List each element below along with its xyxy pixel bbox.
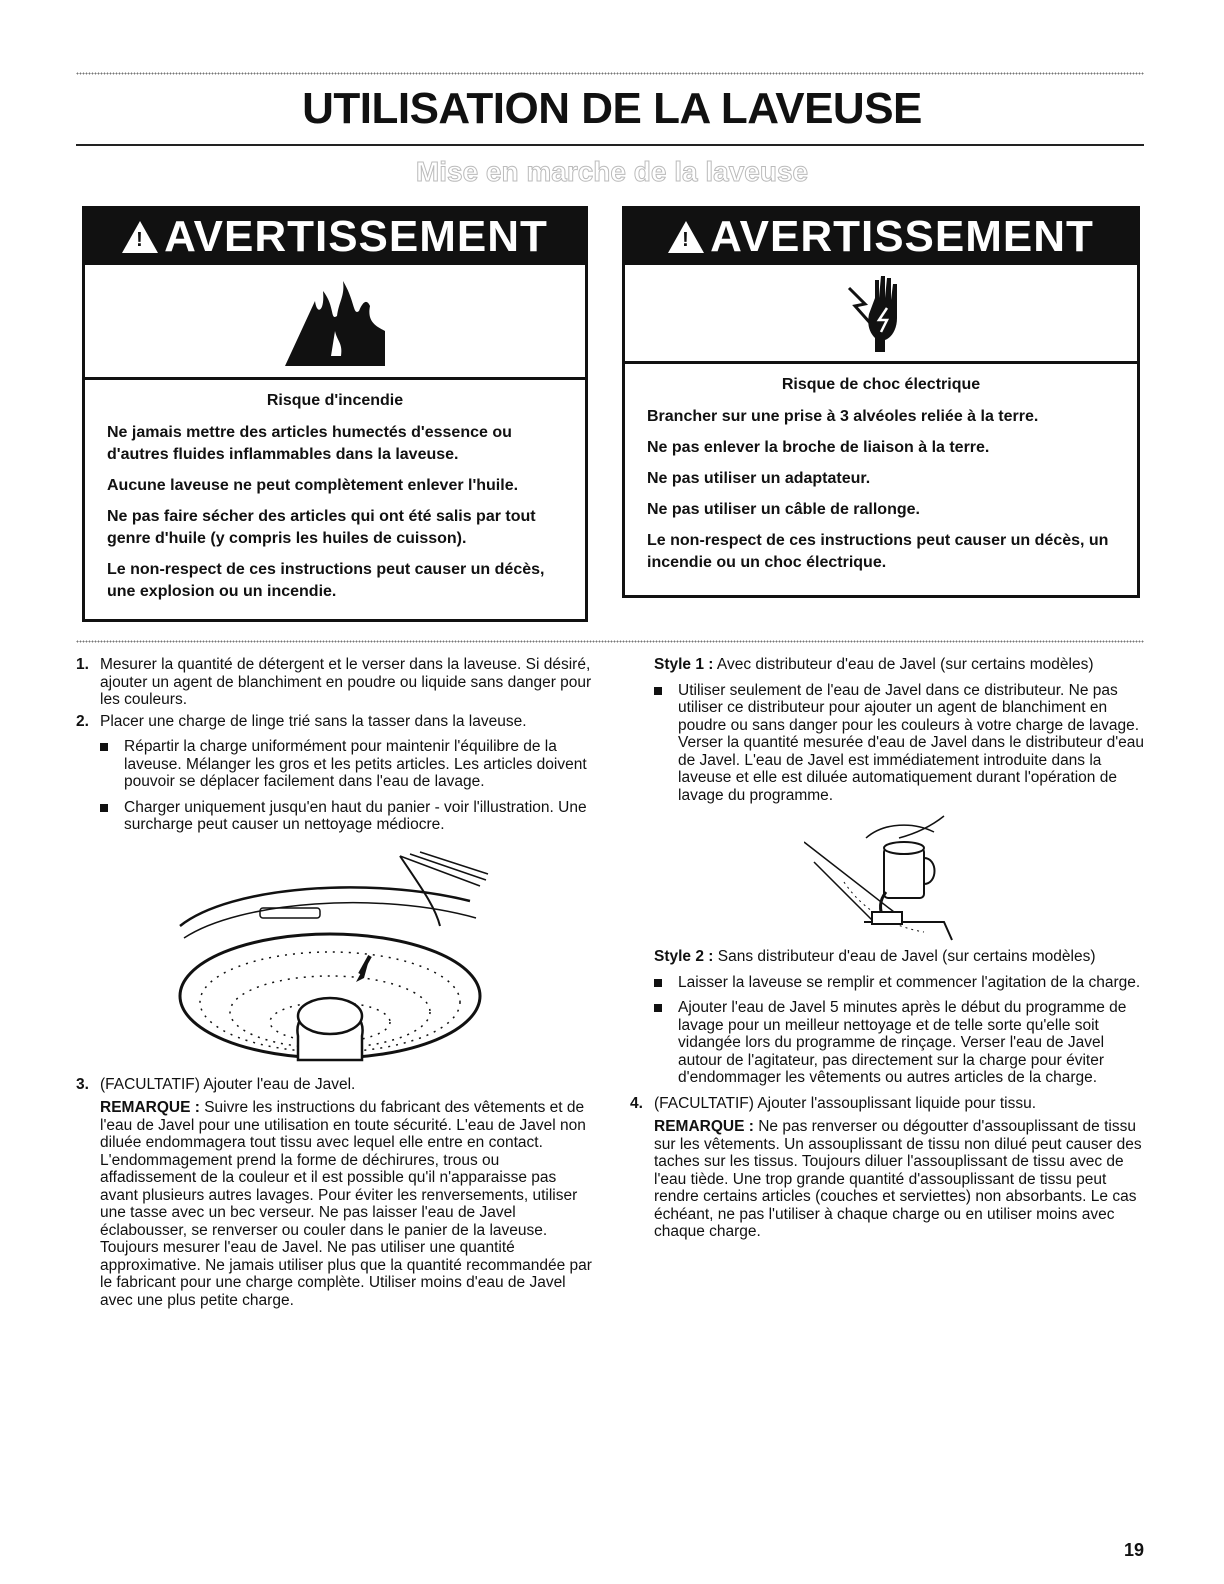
- shock-risk-label: Risque de choc électrique: [781, 376, 981, 393]
- step-3-note: REMARQUE : Suivre les instructions du fabricant des vêtements et de l'eau de Javel pour une utilisation en toute sécurité. L'eau de Javel non diluée endommagera tout tissu avec lequel elle entre en contact. L'endommagement prend la forme de déchirures, trous ou affadissement de la couleur et il est possible qu'il n'apparaisse pas avant plusieurs autres lavages. Pour éviter les renversements, utiliser une tasse avec un bec verseur. Ne pas laisser l'eau de Javel éclabousser, se renverser ou couler dans le panier de la laveuse. Toujours mesurer l'eau de Javel. Ne pas utiliser une quantité approximative. Ne jamais utiliser plus que la quantité recommandée par le fabricant pour une charge complète. Utiliser moins d'eau de Javel avec une plus petite charge.: [100, 1099, 592, 1309]
- step-3: 3. (FACULTATIF) Ajouter l'eau de Javel.: [76, 1075, 356, 1093]
- electric-shock-icon: [841, 268, 921, 358]
- shock-warning-box: [622, 206, 1140, 598]
- fire-warning-line: Le non-respect de ces instructions peut causer un décès, une explosion ou un incendie.: [107, 561, 545, 600]
- step-1: 1. Mesurer la quantité de détergent et le verser dans la laveuse. Si désiré, ajouter un agent de blanchiment en poudre ou liquide sans danger pour les couleurs.: [76, 656, 592, 708]
- fire-icon-area: [85, 265, 585, 380]
- bullet-icon: [654, 687, 662, 695]
- shock-warning-header: [625, 209, 1137, 265]
- warning-triangle-icon: [668, 221, 704, 253]
- section-subtitle: Mise en marche de la laveuse: [415, 156, 809, 187]
- shock-warning-body: [625, 364, 1137, 591]
- fire-warning-body: [85, 380, 585, 620]
- left-column: [76, 656, 596, 1309]
- fire-warning-line: Aucune laveuse ne peut complètement enlever l'huile.: [107, 477, 519, 494]
- page-title: UTILISATION DE LA LAVEUSE: [302, 84, 922, 133]
- mid-dotted-rule: [76, 640, 1144, 643]
- shock-icon-area: [625, 265, 1137, 364]
- right-column: [630, 656, 1146, 1241]
- bullet-icon: [100, 804, 108, 812]
- fire-warning-line: Ne jamais mettre des articles humectés d'essence ou d'autres fluides inflammables dans la laveuse.: [107, 424, 512, 463]
- fire-warning-title: AVERTISSEMENT: [164, 212, 548, 261]
- step-4-note: REMARQUE : Ne pas renverser ou dégoutter d'assouplissant de tissu sur les vêtements. Un assouplissant de tissu non dilué peut causer des taches sur les tissus. Toujours diluer l'assouplissant de tissu avec de l'eau tiède. Une trop grande quantité d'assouplissant de tissu peut rendre certains articles (couches et serviettes) non absorbants. Le cas échéant, ne pas l'utiliser à chaque charge ou en utiliser moins avec chaque charge.: [654, 1118, 1142, 1240]
- bullet-icon: [654, 979, 662, 987]
- shock-warning-title: AVERTISSEMENT: [710, 212, 1094, 261]
- washer-basket-illustration: [170, 846, 510, 1070]
- page-number: 19: [1123, 1540, 1144, 1560]
- list-item: Répartir la charge uniformément pour maintenir l'équilibre de la laveuse. Mélanger les gros et les petits articles. Les articles doivent pouvoir se déplacer facilement dans l'eau de lavage.: [100, 738, 596, 791]
- style-1-heading: Style 1 : Avec distributeur d'eau de Javel (sur certains modèles): [654, 656, 1094, 673]
- fire-warning-line: Ne pas faire sécher des articles qui ont été salis par tout genre d'huile (y compris les huiles de cuisson).: [107, 508, 536, 547]
- list-item: Charger uniquement jusqu'en haut du panier - voir l'illustration. Une surcharge peut causer un nettoyage médiocre.: [100, 799, 596, 834]
- bleach-pouring-illustration: [804, 812, 964, 942]
- shock-warning-line: Ne pas enlever la broche de liaison à la terre.: [647, 439, 990, 456]
- shock-warning-line: Ne pas utiliser un adaptateur.: [647, 470, 871, 487]
- warning-triangle-icon: [122, 221, 158, 253]
- list-item: Utiliser seulement de l'eau de Javel dans ce distributeur. Ne pas utiliser ce distributeur pour ajouter un agent de blanchiment en poudre ou sans danger pour les couleurs à votre charge de lavage. Verser la quantité mesurée d'eau de Javel dans le distributeur d'eau de Javel. L'eau de Javel est immédiatement introduite dans la laveuse et elle est diluée automatiquement durant l'opération de lavage du programme.: [654, 682, 1146, 805]
- fire-warning-box: [82, 206, 588, 622]
- shock-warning-line: Ne pas utiliser un câble de rallonge.: [647, 501, 920, 518]
- list-item: Ajouter l'eau de Javel 5 minutes après le début du programme de lavage pour un meilleur nettoyage et de telle sorte qu'elle soit vidangée lors du programme de rinçage. Verser l'eau de Javel autour de l'agitateur, pas directement sur la charge pour éviter d'endommager les vêtements ou autres articles de la charge.: [654, 999, 1146, 1087]
- title-rule: [76, 144, 1144, 146]
- step-2: 2. Placer une charge de linge trié sans la tasser dans la laveuse.: [76, 712, 527, 730]
- bullet-icon: [100, 743, 108, 751]
- bullet-icon: [654, 1004, 662, 1012]
- shock-warning-line: Brancher sur une prise à 3 alvéoles reliée à la terre.: [647, 408, 1039, 425]
- list-item: Laisser la laveuse se remplir et commencer l'agitation de la charge.: [654, 974, 1146, 992]
- fire-warning-header: [85, 209, 585, 265]
- top-dotted-rule: [76, 72, 1144, 75]
- step-4: 4. (FACULTATIF) Ajouter l'assouplissant liquide pour tissu.: [630, 1094, 1036, 1112]
- fire-icon: [275, 271, 395, 371]
- fire-risk-label: Risque d'incendie: [266, 392, 404, 409]
- style-2-heading: Style 2 : Sans distributeur d'eau de Javel (sur certains modèles): [654, 948, 1096, 965]
- shock-warning-line: Le non-respect de ces instructions peut causer un décès, un incendie ou un choc électrique.: [647, 532, 1109, 571]
